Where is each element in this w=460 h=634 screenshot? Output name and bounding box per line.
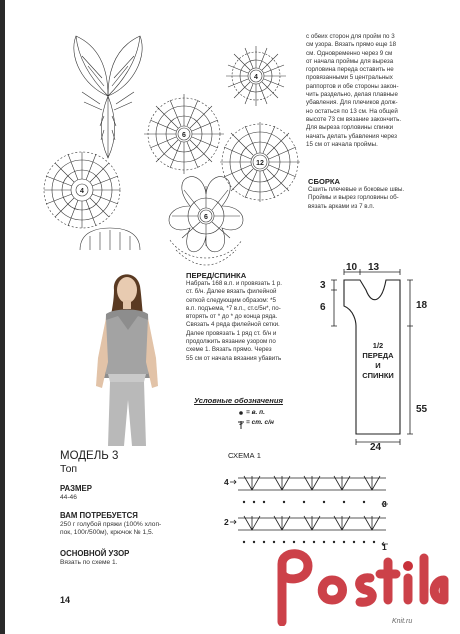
page-edge — [0, 0, 5, 634]
diagram-label-2: ПЕРЕДА — [362, 351, 394, 360]
legend-double-crochet: = ст. с/н — [246, 419, 274, 426]
motif-label-4a: 4 — [80, 188, 84, 195]
flower-motif-bottom-left — [80, 228, 140, 250]
site-watermark: Knit.ru — [392, 618, 413, 625]
scheme-row-4: 4 — [224, 477, 229, 487]
dim-top-left: 10 — [346, 262, 358, 273]
leaf-motif — [74, 36, 142, 158]
scheme-row-3: 3 — [382, 499, 387, 509]
chain-stitch-icon — [239, 411, 243, 415]
motif-label-6b: 6 — [204, 214, 208, 221]
size-value: 44-46 — [60, 494, 77, 501]
dim-left-lower: 6 — [320, 302, 326, 313]
dim-right-lower: 55 — [416, 404, 428, 415]
diagram-label-4: СПИНКИ — [362, 371, 394, 380]
model-photo — [84, 268, 170, 446]
double-crochet-icon — [238, 421, 244, 429]
scheme-row-2: 2 — [224, 517, 229, 527]
dim-left-upper: 3 — [320, 280, 326, 291]
motif-label-6a: 6 — [182, 132, 186, 139]
model-subtitle: Топ — [60, 463, 78, 475]
main-pattern-value: Вязать по схеме 1. — [60, 559, 118, 566]
motif-label-12: 12 — [256, 160, 264, 167]
instructions-continued: с обеих сторон для пройм по 3 см узора. Вязать прямо еще 18 см. Одновременно через 9 см от начала проймы для выреза горловина переда оставить не провязанными 5 центральных раппортов и обе стороны закон- чить раздельно, делая плавные убавления. Для плечиков долж- но остаться по 13 см. На общей высоте 73 см вязание закончить. Для выреза горловины спинки начать делать убавления через 15 см от начала проймы. — [306, 33, 402, 148]
page-number: 14 — [60, 595, 71, 605]
dim-bottom: 24 — [370, 442, 382, 452]
assembly-text: Сшить плечевые и боковые швы. Проймы и вырез горловины об- вязать арками из 7 в.п. — [308, 186, 405, 210]
front-back-title: ПЕРЕД/СПИНКА — [186, 271, 247, 280]
dim-top-right: 13 — [368, 262, 380, 273]
diagram-label-3: И — [375, 361, 381, 370]
scheme-row-1: 1 — [382, 542, 387, 552]
postila-watermark-logo — [274, 536, 450, 626]
diagram-label-1: 1/2 — [372, 341, 384, 350]
motif-label-4b: 4 — [254, 74, 258, 81]
dim-right-upper: 18 — [416, 300, 428, 311]
size-title: РАЗМЕР — [60, 484, 92, 493]
scheme-title: СХЕМА 1 — [228, 451, 261, 460]
crochet-motifs-diagram — [38, 28, 300, 272]
garment-pattern-diagram — [316, 262, 448, 452]
model-title: МОДЕЛЬ 3 — [60, 450, 119, 462]
legend-title: Условные обозначения — [194, 396, 283, 405]
materials-title: ВАМ ПОТРЕБУЕТСЯ — [60, 511, 138, 520]
legend-chain: = в. п. — [246, 409, 265, 416]
assembly-title: СБОРКА — [308, 177, 341, 186]
main-pattern-title: ОСНОВНОЙ УЗОР — [60, 549, 130, 558]
front-back-text: Набрать 168 в.п. и провязать 1 р. ст. б/н. Далее вязать филейной сеткой следующим образом: *5 в.п. подъема, *7 в.п., ст.с/5н*, по- вторять от * до * до конца ряда. Связать 4 ряда филейной сетки. Далее провязать 1 ряд ст. б/н и продолжить вязание узором по схеме 1. Вязать прямо. Через 55 см от начала вязания убавить — [186, 280, 283, 362]
materials-value: 250 г голубой пряжи (100% хлоп- пок, 100г/500м), крючок № 1,5. — [60, 521, 162, 537]
